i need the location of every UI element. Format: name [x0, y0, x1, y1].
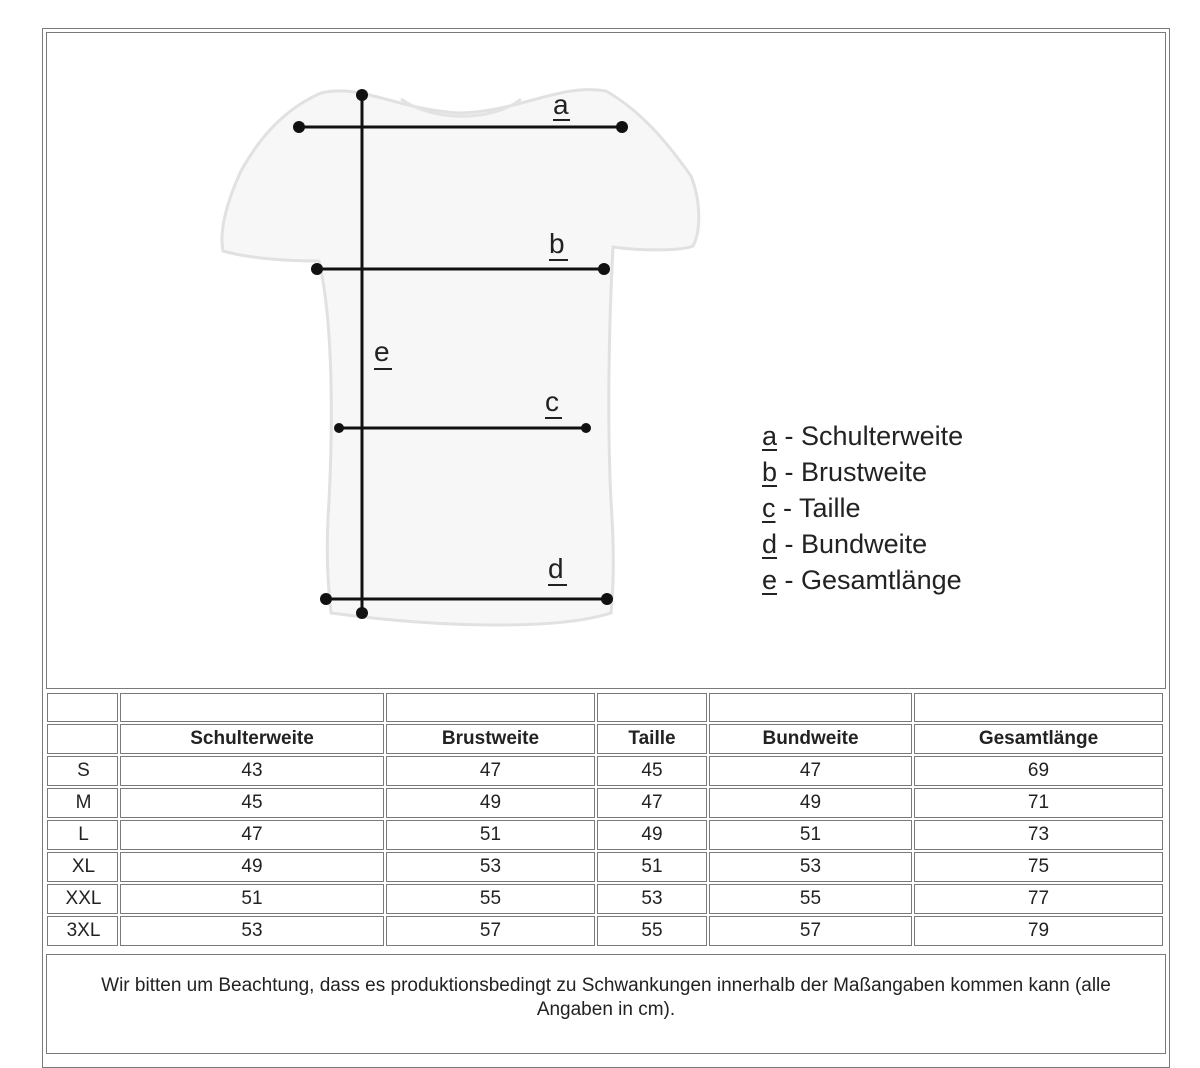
value-cell: 45 [597, 756, 707, 786]
value-cell: 49 [709, 788, 912, 818]
value-cell: 75 [914, 852, 1163, 882]
value-cell: 55 [597, 916, 707, 946]
legend-item [762, 454, 963, 490]
size-cell: 3XL [47, 916, 118, 946]
empty-cell [120, 693, 384, 722]
measurement-legend [762, 418, 963, 598]
value-cell: 49 [597, 820, 707, 850]
value-cell: 79 [914, 916, 1163, 946]
value-cell: 69 [914, 756, 1163, 786]
value-cell: 71 [914, 788, 1163, 818]
measure-point [601, 593, 613, 605]
empty-row [47, 693, 1163, 722]
empty-cell [597, 693, 707, 722]
value-cell: 47 [709, 756, 912, 786]
table-row [47, 788, 1163, 818]
measure-point [334, 423, 344, 433]
header-row [47, 724, 1163, 754]
value-cell: 55 [709, 884, 912, 914]
size-cell: XL [47, 852, 118, 882]
size-cell: M [47, 788, 118, 818]
tshirt-diagram [47, 33, 1165, 688]
legend-text: - Brustweite [777, 457, 928, 487]
legend-letter: c [762, 493, 776, 523]
label-d: d [548, 553, 564, 584]
value-cell: 57 [709, 916, 912, 946]
legend-item [762, 526, 963, 562]
value-cell: 55 [386, 884, 595, 914]
size-cell: L [47, 820, 118, 850]
table-row [47, 884, 1163, 914]
size-cell: S [47, 756, 118, 786]
value-cell: 77 [914, 884, 1163, 914]
tshirt-shape [222, 90, 699, 625]
measure-point [356, 89, 368, 101]
size-cell: XXL [47, 884, 118, 914]
value-cell: 51 [709, 820, 912, 850]
measure-point [356, 607, 368, 619]
legend-text: - Bundweite [777, 529, 928, 559]
table-row [47, 852, 1163, 882]
header-cell [47, 724, 118, 754]
value-cell: 53 [597, 884, 707, 914]
value-cell: 51 [120, 884, 384, 914]
header-cell: Taille [597, 724, 707, 754]
size-table [45, 691, 1165, 948]
empty-cell [709, 693, 912, 722]
measure-point [616, 121, 628, 133]
legend-item [762, 490, 963, 526]
header-cell: Gesamtlänge [914, 724, 1163, 754]
header-cell: Brustweite [386, 724, 595, 754]
value-cell: 73 [914, 820, 1163, 850]
value-cell: 43 [120, 756, 384, 786]
legend-letter: b [762, 457, 778, 487]
value-cell: 49 [386, 788, 595, 818]
value-cell: 51 [597, 852, 707, 882]
label-c: c [545, 386, 559, 417]
legend-letter: a [762, 421, 778, 451]
label-a: a [553, 89, 569, 120]
value-cell: 53 [709, 852, 912, 882]
value-cell: 47 [597, 788, 707, 818]
value-cell: 47 [120, 820, 384, 850]
table-row [47, 916, 1163, 946]
legend-letter: e [762, 565, 778, 595]
value-cell: 57 [386, 916, 595, 946]
measurement-note: Wir bitten um Beachtung, dass es produktionsbedingt zu Schwankungen innerhalb der Maßangaben kommen kann (alle Angaben in cm). [46, 954, 1166, 1054]
value-cell: 45 [120, 788, 384, 818]
label-b: b [549, 228, 565, 259]
legend-text: - Taille [775, 493, 861, 523]
header-cell: Schulterweite [120, 724, 384, 754]
empty-cell [914, 693, 1163, 722]
empty-cell [386, 693, 595, 722]
table-row [47, 756, 1163, 786]
legend-letter: d [762, 529, 778, 559]
legend-text: - Schulterweite [777, 421, 964, 451]
measure-point [581, 423, 591, 433]
table-row [47, 820, 1163, 850]
measure-point [598, 263, 610, 275]
measure-point [293, 121, 305, 133]
header-cell: Bundweite [709, 724, 912, 754]
legend-item [762, 562, 963, 598]
measure-point [320, 593, 332, 605]
legend-text: - Gesamtlänge [777, 565, 962, 595]
value-cell: 53 [120, 916, 384, 946]
diagram-panel [46, 32, 1166, 689]
value-cell: 53 [386, 852, 595, 882]
legend-item [762, 418, 963, 454]
empty-cell [47, 693, 118, 722]
label-e: e [374, 336, 390, 367]
value-cell: 47 [386, 756, 595, 786]
value-cell: 51 [386, 820, 595, 850]
value-cell: 49 [120, 852, 384, 882]
measure-point [311, 263, 323, 275]
